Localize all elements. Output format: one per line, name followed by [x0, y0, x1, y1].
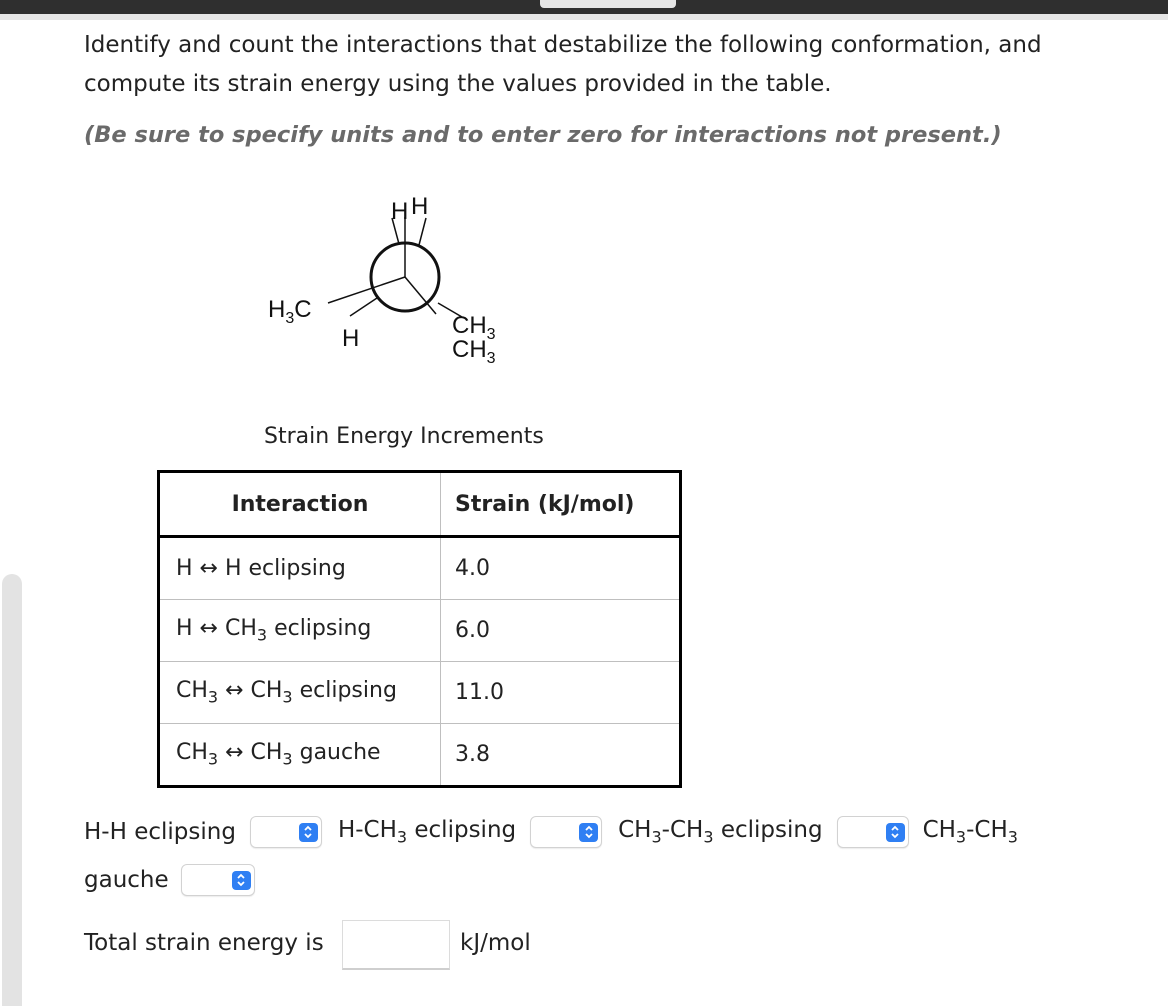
- table-row: [159, 724, 681, 787]
- ch3ch3-eclipsing-select[interactable]: [837, 816, 909, 848]
- ch3ch3-gauche-label-part2: gauche: [84, 867, 169, 893]
- back-bond-3: [350, 298, 377, 316]
- table-caption: Strain Energy Increments: [264, 424, 544, 449]
- ch3ch3-gauche-label-part1: $CH_3-CH_3$: [922, 817, 1018, 847]
- front-bond-left: [328, 277, 405, 303]
- scrollbar[interactable]: [2, 574, 22, 1006]
- table-row: [159, 537, 681, 600]
- strain-value-cell: 4.0: [441, 537, 681, 600]
- h3c-label: $H_3C$: [268, 296, 312, 327]
- strain-value-cell: 3.8: [441, 724, 681, 787]
- back-bond-2: [419, 218, 426, 245]
- header-interaction: Interaction: [159, 472, 441, 537]
- total-unit-label: kJ/mol: [460, 930, 531, 956]
- total-unit-row: [460, 930, 531, 956]
- total-strain-input[interactable]: [342, 920, 450, 970]
- top-bar-strip: [0, 14, 1168, 20]
- table-row: [159, 600, 681, 662]
- up-down-chevron-icon: [299, 823, 318, 842]
- strain-value-cell: 11.0: [441, 662, 681, 724]
- hch3-eclipsing-select[interactable]: [530, 816, 602, 848]
- h-label-top-left: H: [391, 198, 409, 225]
- total-strain-label: Total strain energy is: [84, 930, 324, 956]
- up-down-chevron-icon: [579, 823, 598, 842]
- up-down-chevron-icon: [232, 871, 251, 890]
- strain-energy-table: [157, 470, 682, 788]
- total-label-row: [84, 930, 324, 956]
- question-text: Identify and count the interactions that destabilize the following conformation, and compute its strain energy using the values provided in the table.: [84, 32, 1042, 97]
- up-down-chevron-icon: [886, 823, 905, 842]
- ch3-label-1: $CH_3$: [452, 312, 496, 343]
- hh-eclipsing-select[interactable]: [250, 816, 322, 848]
- references-tab[interactable]: [540, 0, 676, 8]
- interaction-cell: $CH_3$ ↔ $CH_3$ eclipsing: [159, 662, 441, 724]
- question-hint: (Be sure to specify units and to enter zero for interactions not present.): [84, 122, 1002, 148]
- hch3-eclipsing-label: $H-CH_3$ eclipsing: [337, 817, 517, 847]
- h-label-bottom: H: [342, 325, 360, 352]
- header-strain: Strain (kJ/mol): [441, 472, 681, 537]
- newman-projection: [250, 185, 550, 385]
- interaction-cell: H ↔ H eclipsing: [159, 537, 441, 600]
- interaction-cell: H ↔ $CH_3$ eclipsing: [159, 600, 441, 662]
- strain-value-cell: 6.0: [441, 600, 681, 662]
- hh-eclipsing-label: H-H eclipsing: [84, 819, 236, 845]
- table-row: [159, 662, 681, 724]
- answer-row-1: [84, 816, 1018, 848]
- ch3ch3-eclipsing-label: $CH_3-CH_3$ eclipsing: [618, 817, 823, 847]
- ch3-label-2: $CH_3$: [452, 336, 496, 367]
- interaction-cell: $CH_3$ ↔ $CH_3$ gauche: [176, 740, 381, 769]
- answer-row-2: [84, 864, 255, 896]
- ch3ch3-gauche-select[interactable]: [181, 864, 255, 896]
- h-label-top-right: H: [411, 193, 429, 220]
